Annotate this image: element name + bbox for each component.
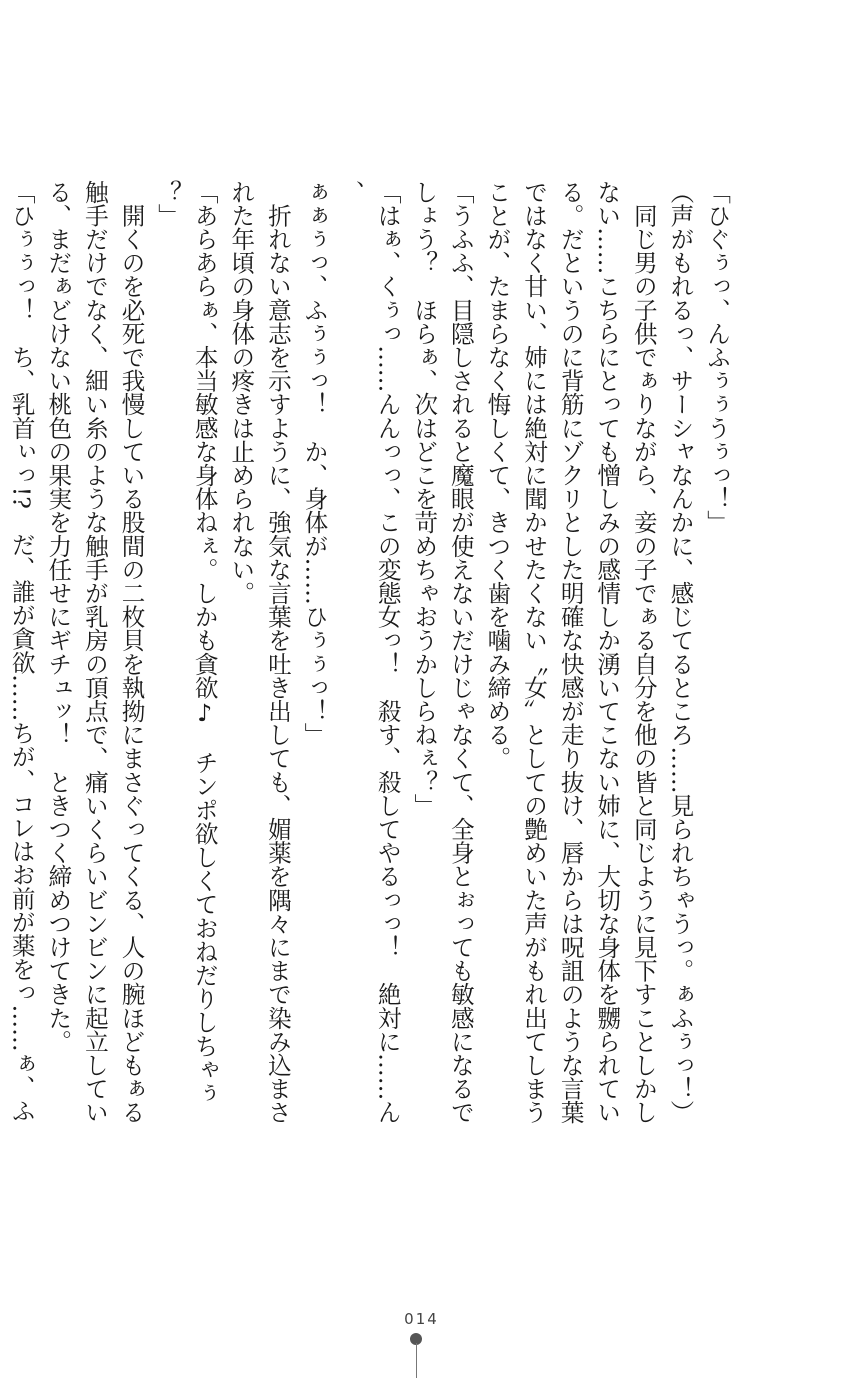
text-line: 「ひぐぅっ、んふぅぅうぅっ！」 [703, 180, 731, 534]
text-line: 触手だけでなく、細い糸のような触手が乳房の頂点で、痛いくらいビンビンに起立してい [80, 180, 109, 1124]
page-ornament [410, 1333, 422, 1378]
text-line: る。だというのに背筋にゾクリとした明確な快感が走り抜け、唇からは呪詛のような言葉 [556, 180, 585, 1124]
body-text [7, 180, 735, 1125]
text-line: ない……こちらにとっても憎しみの感情しか湧いてこない姉に、大切な身体を嬲られてい [593, 180, 622, 1124]
page-number: 014 [404, 1310, 439, 1328]
text-line: 「うふふ、目隠しされると魔眼が使えないだけじゃなくて、全身とぉっても敏感になるで [446, 180, 475, 1124]
text-line: 折れない意志を示すように、強気な言葉を吐き出しても、媚薬を隅々にまで染み込まさ [263, 180, 292, 1124]
text-line: れた年頃の身体の疼きは止められない。 [227, 180, 256, 605]
text-line: しょう？ ほらぁ、次はどこを苛めちゃおうかしらねぇ？」 [410, 180, 439, 818]
text-line: 「あらあらぁ、本当敏感な身体ねぇ。しかも貪欲♪ チンポ欲しくておねだりしちゃぅ？」 [154, 180, 219, 1105]
ornament-line [416, 1343, 417, 1378]
text-line: ことが、たまらなく悔しくて、きつく歯を噛み締める。 [483, 180, 512, 770]
text-line: る、まだぁどけない桃色の果実を力任せにギチュッ！ ときつく締めつけてきた。 [44, 180, 73, 1054]
text-line: 開くのを必死で我慢している股間の二枚貝を執拗にまさぐってくる、人の腕ほどもぁる [117, 180, 146, 1124]
text-line: ぁぁぅっ、ふぅぅっ！ か、身体が……ひぅぅっ！」 [300, 180, 329, 747]
text-line: 「はぁ、くぅっ……んんっっ、この変態女っ！ 殺す、殺してやるっっ！ 絶対に……ん、 [337, 180, 402, 1124]
text-line: ではなく甘い、姉には絶対に聞かせたくない〝女〟としての艶めいた声がもれ出てしまう [520, 180, 549, 1124]
text-line: 同じ男の子供でぁりながら、妾の子でぁる自分を他の皆と同じように見下すことしかし [629, 180, 658, 1124]
text-line: 「ひぅぅっ！ ち、乳首ぃっ!? だ、誰が貪欲……ちが、コレはお前が薬をっ……ぁ、ふ [7, 180, 36, 1123]
text-line: （声がもれるっ、サーシャなんかに、感じてるところ……見られちゃうっ。ぁふぅっ！） [666, 180, 695, 1124]
